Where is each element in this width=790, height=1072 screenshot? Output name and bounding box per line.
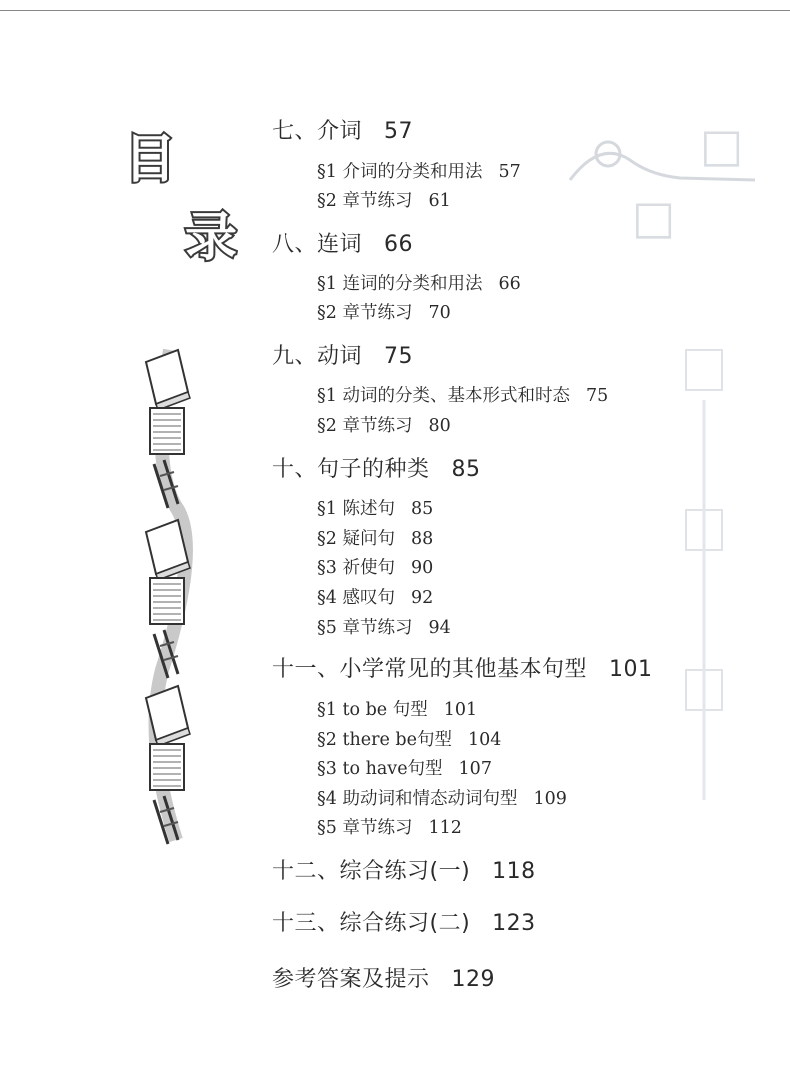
section-num: §4 xyxy=(317,588,337,608)
section-label: to have句型 xyxy=(342,759,443,779)
section-label: 介词的分类和用法 xyxy=(342,162,483,182)
chapter-page: 75 xyxy=(384,344,414,369)
toc-section[interactable] xyxy=(317,412,451,437)
toc-chapter[interactable] xyxy=(272,854,536,885)
chapter-title: 八、连词 xyxy=(272,232,363,257)
toc-section[interactable] xyxy=(317,495,433,520)
toc-chapter[interactable] xyxy=(272,962,495,993)
chapter-title: 十三、综合练习(二) xyxy=(272,911,471,936)
section-label: 动词的分类、基本形式和时态 xyxy=(342,386,570,406)
toc-section[interactable] xyxy=(317,187,451,212)
toc-chapter[interactable] xyxy=(272,652,653,683)
section-num: §4 xyxy=(317,789,337,809)
section-num: §1 xyxy=(317,274,337,294)
section-label: 陈述句 xyxy=(342,499,395,519)
section-num: §2 xyxy=(317,416,337,436)
chapter-page: 123 xyxy=(492,911,536,936)
section-num: §2 xyxy=(317,730,337,750)
chapter-title: 七、介词 xyxy=(272,119,363,144)
section-page: 94 xyxy=(428,618,451,638)
toc-section[interactable] xyxy=(317,785,567,810)
chapter-page: 66 xyxy=(384,232,414,257)
toc-section[interactable] xyxy=(317,299,451,324)
toc-section[interactable] xyxy=(317,726,501,751)
section-page: 112 xyxy=(428,818,462,838)
toc-section[interactable] xyxy=(317,554,433,579)
section-num: §1 xyxy=(317,162,337,182)
toc-section[interactable] xyxy=(317,584,433,609)
toc-chapter[interactable] xyxy=(272,906,536,937)
title-lu: 录 xyxy=(185,208,238,268)
section-page: 61 xyxy=(428,191,451,211)
section-label: there be句型 xyxy=(342,730,452,750)
section-num: §1 xyxy=(317,700,337,720)
section-label: 章节练习 xyxy=(342,191,413,211)
toc-section[interactable] xyxy=(317,525,433,550)
chapter-page: 57 xyxy=(384,119,414,144)
toc-section[interactable] xyxy=(317,814,462,839)
chapter-title: 十二、综合练习(一) xyxy=(272,859,471,884)
section-label: 助动词和情态动词句型 xyxy=(342,789,518,809)
section-page: 88 xyxy=(410,529,434,549)
toc-chapter[interactable] xyxy=(272,339,413,370)
section-label: 疑问句 xyxy=(342,529,395,549)
chapter-title: 十、句子的种类 xyxy=(272,457,430,482)
chapter-title: 九、动词 xyxy=(272,344,363,369)
section-label: to be 句型 xyxy=(342,700,428,720)
bleed-through-mark: □ xyxy=(700,118,744,172)
bleed-through-bear-icon xyxy=(560,130,760,190)
section-page: 70 xyxy=(428,303,451,323)
section-num: §5 xyxy=(317,818,337,838)
chapter-title: 参考答案及提示 xyxy=(272,967,430,992)
section-label: 感叹句 xyxy=(342,588,395,608)
section-num: §2 xyxy=(317,191,337,211)
toc-chapter[interactable] xyxy=(272,452,481,483)
section-num: §2 xyxy=(317,303,337,323)
chapter-title: 十一、小学常见的其他基本句型 xyxy=(272,657,588,682)
section-label: 章节练习 xyxy=(342,416,413,436)
chapter-page: 118 xyxy=(492,859,536,884)
section-page: 107 xyxy=(458,759,492,779)
section-num: §5 xyxy=(317,618,337,638)
section-num: §1 xyxy=(317,499,337,519)
section-num: §3 xyxy=(317,558,337,578)
bleed-through-mark: □ xyxy=(632,190,676,244)
books-ladder-icon xyxy=(140,340,200,850)
section-label: 章节练习 xyxy=(342,818,413,838)
bleed-through-deco xyxy=(676,340,736,810)
section-page: 66 xyxy=(498,274,521,294)
section-label: 章节练习 xyxy=(342,618,413,638)
section-page: 92 xyxy=(410,588,434,608)
section-label: 祈使句 xyxy=(342,558,395,578)
title-mu: 目 xyxy=(124,130,177,190)
section-page: 90 xyxy=(410,558,434,578)
toc-section[interactable] xyxy=(317,158,521,183)
section-page: 104 xyxy=(467,730,502,750)
section-label: 连词的分类和用法 xyxy=(342,274,483,294)
section-num: §3 xyxy=(317,759,337,779)
toc-section[interactable] xyxy=(317,270,521,295)
toc-section[interactable] xyxy=(317,614,451,639)
toc-chapter[interactable] xyxy=(272,114,413,145)
toc-chapter[interactable] xyxy=(272,227,413,258)
section-page: 75 xyxy=(585,386,609,406)
section-page: 85 xyxy=(410,499,434,519)
chapter-page: 129 xyxy=(451,967,496,992)
section-page: 109 xyxy=(533,789,567,809)
toc-section[interactable] xyxy=(317,696,477,721)
toc-section[interactable] xyxy=(317,755,492,780)
top-rule xyxy=(0,10,790,11)
section-page: 57 xyxy=(498,162,521,182)
section-page: 101 xyxy=(443,700,478,720)
chapter-page: 85 xyxy=(451,457,481,482)
section-page: 80 xyxy=(428,416,451,436)
toc-section[interactable] xyxy=(317,382,608,407)
section-num: §1 xyxy=(317,386,337,406)
section-label: 章节练习 xyxy=(342,303,413,323)
section-num: §2 xyxy=(317,529,337,549)
chapter-page: 101 xyxy=(609,657,653,682)
